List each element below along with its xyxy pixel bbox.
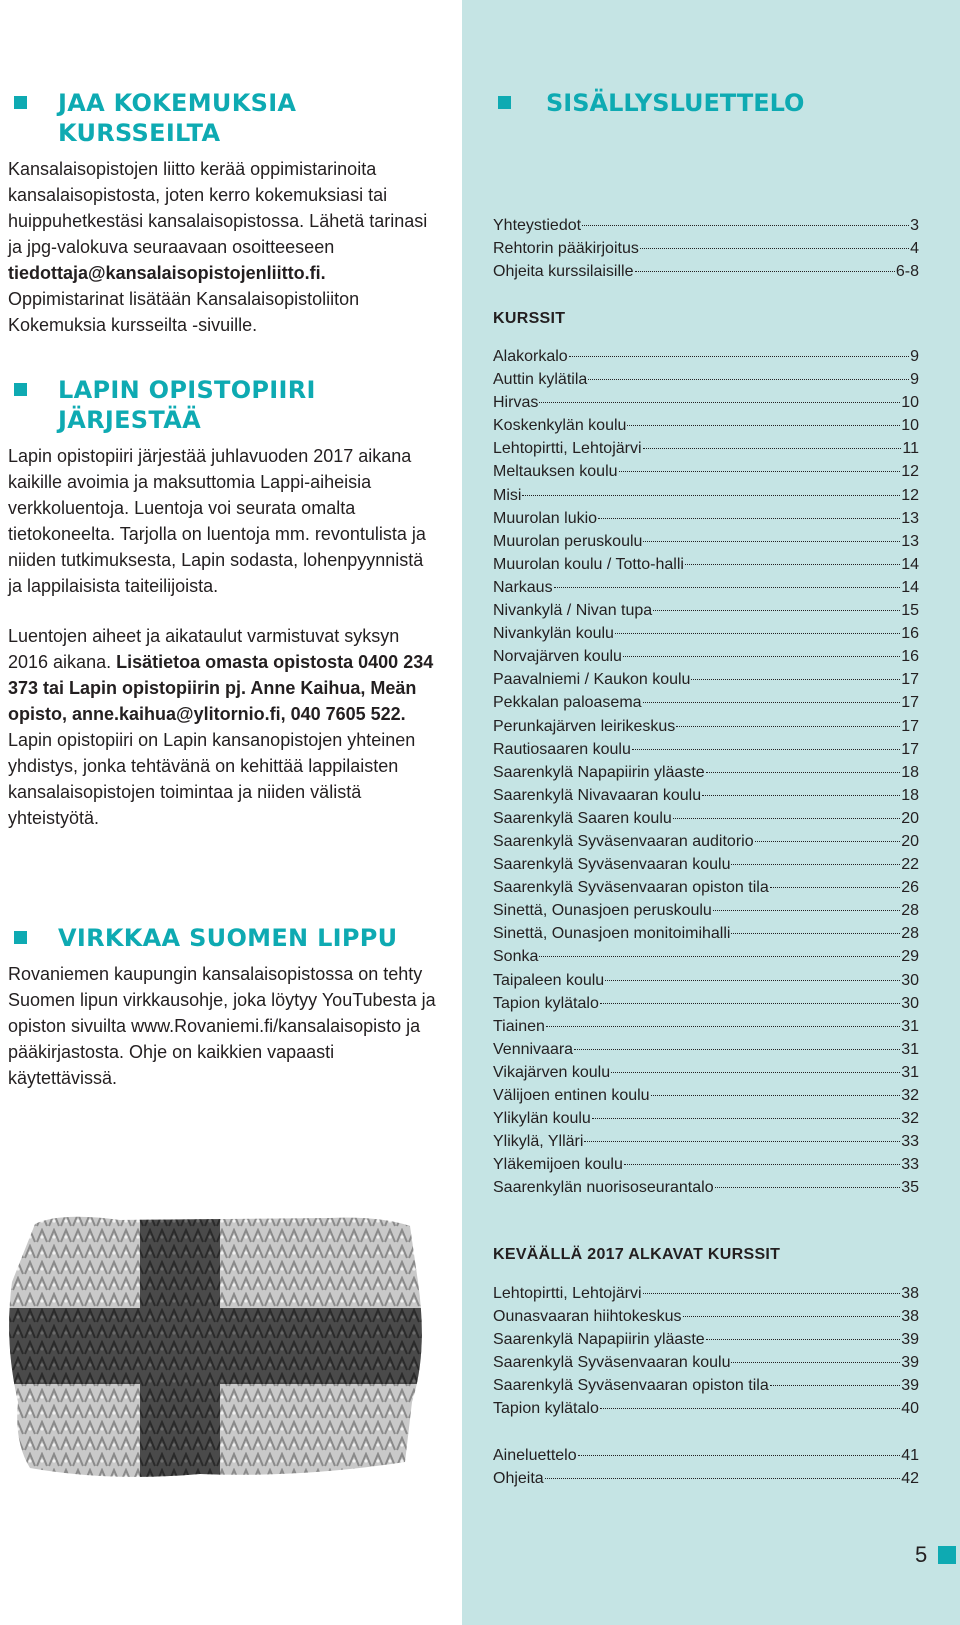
toc-entry (493, 922, 919, 945)
toc-entry-label: Alakorkalo (493, 348, 568, 365)
toc-entry (493, 437, 919, 460)
toc-entry-label: Saarenkylä Saaren koulu (493, 809, 672, 827)
toc-dot-leader (539, 402, 900, 403)
toc-dot-leader (539, 956, 900, 957)
email-address: tiedottaja@kansalaisopistojenliitto.fi. (8, 263, 326, 283)
toc-dot-leader (578, 1455, 901, 1456)
toc-entry-page: 20 (901, 832, 919, 850)
toc-entry-label: Ounasvaaran hiihtokeskus (493, 1308, 682, 1326)
toc-entry-page: 41 (901, 1447, 919, 1464)
paragraph: Lapin opistopiiri järjestää juhlavuoden 2017 aikana kaikille avoimia ja maksuttomia Lappi-aiheisia verkkoluentoja. Luentoja voi seurata omalta tietokoneelta. Tarjolla on luentoja mm. revontulista ja niiden tutkimuksesta, Lapin sodasta, lohenpyynnistä ja lappilaisista taiteilijoista. (8, 446, 426, 596)
toc-entry-page: 31 (901, 1063, 919, 1081)
toc-entry (493, 1351, 919, 1374)
toc-dot-leader (731, 864, 900, 865)
toc-entry-label: Saarenkylä Syväsenvaaran koulu (493, 1354, 731, 1372)
toc-entry (493, 391, 919, 414)
toc-entry (493, 668, 919, 691)
toc-dot-leader (706, 1339, 901, 1340)
toc-entry (493, 807, 919, 830)
toc-entry-page: 16 (901, 625, 919, 643)
toc-dot-leader (715, 1187, 901, 1188)
toc-entry-page: 28 (901, 902, 919, 920)
toc-entry (493, 1084, 919, 1107)
text: Oppimistarinat lisätään Kansalaisopistoliiton Kokemuksia kursseilta -sivuille. (8, 289, 360, 335)
toc-entry (493, 484, 919, 507)
toc-entry (493, 599, 919, 622)
toc-entry-label: Saarenkylä Napapiirin yläaste (493, 1331, 705, 1349)
toc-entry-page: 30 (901, 994, 919, 1012)
toc-entry (493, 260, 919, 283)
toc-entry-page: 33 (901, 1156, 919, 1174)
toc-dot-leader (588, 379, 909, 380)
toc-entry-page: 20 (901, 809, 919, 827)
toc-entry-label: Ohjeita (493, 1470, 544, 1488)
paragraph (8, 156, 438, 338)
toc-entry (493, 1153, 919, 1176)
toc-dot-leader (605, 980, 900, 981)
toc-dot-leader (592, 1118, 900, 1119)
toc-entry-page: 9 (910, 348, 919, 365)
toc-entry (493, 460, 919, 483)
toc-entry-label: Saarenkylä Nivavaaran koulu (493, 786, 702, 804)
toc-entry-label: Muurolan lukio (493, 509, 598, 527)
toc-entry (493, 876, 919, 899)
toc-entry (493, 214, 919, 237)
toc-entry-page: 13 (901, 532, 919, 550)
toc-dot-leader (676, 726, 900, 727)
toc-entry (493, 553, 919, 576)
toc-dot-leader (643, 541, 900, 542)
toc-entry-label: Paavalniemi / Kaukon koulu (493, 671, 691, 689)
toc-entry-label: Saarenkylä Syväsenvaaran auditorio (493, 832, 754, 850)
toc-entry (493, 830, 919, 853)
toc-entry-label: Sinettä, Ounasjoen monitoimihalli (493, 925, 731, 943)
toc-entry (493, 507, 919, 530)
toc-entry-label: Rehtorin pääkirjoitus (493, 240, 639, 258)
toc-dot-leader (643, 1293, 901, 1294)
toc-dot-leader (651, 1095, 901, 1096)
toc-dot-leader (623, 656, 900, 657)
toc-entry-page: 17 (901, 671, 919, 689)
toc-entry (493, 969, 919, 992)
toc-entry (493, 853, 919, 876)
toc-dot-leader (702, 795, 900, 796)
toc-dot-leader (546, 1026, 900, 1027)
toc-dot-leader (635, 271, 895, 272)
toc-entry-label: Sinettä, Ounasjoen peruskoulu (493, 902, 712, 920)
toc-entry-label: Ylikylän koulu (493, 1110, 591, 1128)
toc-entry-page: 13 (901, 509, 919, 527)
toc-entry (493, 368, 919, 391)
toc-entry-page: 32 (901, 1087, 919, 1104)
toc-entry (493, 622, 919, 645)
toc-dot-leader (600, 1003, 900, 1004)
toc-entry-label: Saarenkylä Syväsenvaaran opiston tila (493, 879, 769, 897)
toc-entry-page: 16 (901, 648, 919, 666)
toc-dot-leader (770, 1385, 900, 1386)
toc-entry-page: 35 (901, 1179, 919, 1197)
toc-entry-page: 4 (910, 240, 919, 258)
toc-dot-leader (653, 610, 900, 611)
toc-dot-leader (755, 841, 901, 842)
toc-dot-leader (582, 225, 909, 226)
section-heading: JAA KOKEMUKSIA KURSSEILTA (58, 89, 297, 147)
toc-entry-page: 10 (901, 394, 919, 412)
toc-entry-label: Perunkajärven leirikeskus (493, 717, 676, 735)
toc-entry-page: 6-8 (895, 263, 919, 281)
toc-entry (493, 691, 919, 714)
toc-dot-leader (569, 356, 909, 357)
toc-entry (493, 761, 919, 784)
toc-entry-page: 40 (901, 1400, 919, 1418)
section-bullet-square (14, 96, 27, 109)
toc-entry-label: Misi (493, 486, 522, 504)
toc-dot-leader (770, 887, 900, 888)
toc-dot-leader (554, 587, 901, 588)
toc-entry (493, 1038, 919, 1061)
toc-entry-page: 38 (901, 1285, 919, 1302)
toc-dot-leader (545, 1478, 901, 1479)
toc-entry-label: Muurolan peruskoulu (493, 532, 643, 550)
toc-intro-list (493, 214, 919, 283)
toc-entry-label: Lehtopirtti, Lehtojärvi (493, 440, 642, 458)
section-bullet-square (14, 931, 27, 944)
toc-entry-page: 15 (901, 602, 919, 620)
toc-dot-leader (584, 1141, 900, 1142)
toc-dot-leader (522, 495, 900, 496)
toc-dot-leader (615, 633, 900, 634)
toc-entry-label: Saarenkylä Napapiirin yläaste (493, 763, 705, 781)
toc-entry-page: 11 (902, 440, 919, 458)
toc-entry (493, 345, 919, 368)
toc-entry-page: 26 (901, 879, 919, 897)
toc-entry-page: 17 (901, 740, 919, 758)
spring-courses-heading: KEVÄÄLLÄ 2017 ALKAVAT KURSSIT (493, 1246, 781, 1263)
toc-entry-page: 18 (901, 786, 919, 804)
toc-entry (493, 1305, 919, 1328)
text: Luentojen aiheet ja aikataulut varmistuvat syksyn 2016 aikana. (8, 626, 400, 672)
section-heading: VIRKKAA SUOMEN LIPPU (58, 924, 398, 952)
toc-dot-leader (713, 910, 900, 911)
toc-entry-label: Tapion kylätalo (493, 1400, 599, 1418)
toc-dot-leader (600, 1408, 900, 1409)
toc-dot-leader (643, 702, 901, 703)
toc-dot-leader (598, 518, 900, 519)
text: Kansalaisopistojen liitto kerää oppimistarinoita kansalaisopistosta, joten kerro kokemuksiasi tai huippuhetkestäsi kansalaisopistossa. Lähetä tarinasi ja jpg-valokuva seuraavaan osoitteeseen (8, 159, 428, 257)
toc-entry (493, 576, 919, 599)
toc-entry-page: 14 (901, 578, 919, 596)
toc-entry (493, 1107, 919, 1130)
toc-entry-page: 31 (901, 1040, 919, 1058)
toc-entry-page: 30 (901, 971, 919, 989)
toc-entry (493, 414, 919, 437)
toc-entry-label: Yhteystiedot (493, 217, 582, 234)
toc-entry-page: 10 (901, 417, 919, 435)
section-body (8, 156, 438, 338)
toc-entry (493, 1061, 919, 1084)
toc-entry-label: Tapion kylätalo (493, 994, 599, 1012)
toc-dot-leader (627, 425, 900, 426)
toc-entry-label: Saarenkylän nuorisoseurantalo (493, 1179, 714, 1197)
toc-dot-leader (673, 818, 900, 819)
page-number-square (938, 1546, 956, 1564)
contact-info: Lisätietoa omasta opistosta 0400 234 373 tai Lapin opistopiirin pj. Anne Kaihua, Meän opisto, anne.kaihua@ylitornio.fi, 040 7605 522. (8, 652, 434, 724)
toc-entry-label: Välijoen entinen koulu (493, 1087, 650, 1104)
toc-entry-page: 39 (901, 1377, 919, 1395)
toc-bullet-square (498, 96, 511, 109)
toc-entry-label: Vikajärven koulu (493, 1063, 611, 1081)
toc-entry (493, 1176, 919, 1199)
toc-entry-label: Muurolan koulu / Totto-halli (493, 555, 684, 573)
toc-dot-leader (611, 1072, 900, 1073)
toc-entry (493, 645, 919, 668)
toc-dot-leader (731, 1362, 900, 1363)
toc-entry-label: Nivankylän koulu (493, 625, 614, 643)
toc-entry-label: Hirvas (493, 394, 539, 412)
toc-entry (493, 1282, 919, 1305)
toc-entry-page: 42 (901, 1470, 919, 1488)
toc-dot-leader (643, 448, 902, 449)
section-body (8, 961, 438, 1091)
toc-entry (493, 945, 919, 968)
toc-entry (493, 1374, 919, 1397)
toc-entry-page: 29 (901, 948, 919, 966)
courses-heading: KURSSIT (493, 310, 566, 327)
toc-entry-page: 22 (901, 856, 919, 874)
toc-entry (493, 1328, 919, 1351)
toc-dot-leader (691, 679, 900, 680)
toc-entry-page: 12 (901, 463, 919, 481)
toc-entry-page: 31 (901, 1017, 919, 1035)
toc-entry-label: Vennivaara (493, 1040, 574, 1058)
toc-entry-label: Auttin kylätila (493, 371, 588, 389)
toc-entry-page: 28 (901, 925, 919, 943)
toc-entry-label: Lehtopirtti, Lehtojärvi (493, 1285, 642, 1302)
toc-dot-leader (574, 1049, 900, 1050)
toc-entry-page: 17 (901, 694, 919, 712)
toc-dot-leader (683, 1316, 901, 1317)
section-heading: LAPIN OPISTOPIIRI JÄRJESTÄÄ (58, 376, 316, 434)
toc-entry (493, 1467, 919, 1490)
toc-entry-page: 18 (901, 763, 919, 781)
toc-entry (493, 784, 919, 807)
toc-entry (493, 530, 919, 553)
toc-entry-page: 39 (901, 1331, 919, 1349)
crocheted-flag-image (0, 1212, 440, 1484)
toc-end-list (493, 1444, 919, 1490)
toc-entry (493, 1397, 919, 1420)
left-column (0, 0, 462, 1625)
toc-entry-label: Ylikylä, Ylläri (493, 1133, 584, 1151)
toc-entry-page: 9 (910, 371, 919, 389)
toc-entry-label: Nivankylä / Nivan tupa (493, 602, 653, 620)
toc-entry (493, 1130, 919, 1153)
toc-entry-page: 33 (901, 1133, 919, 1151)
toc-entry-label: Aineluettelo (493, 1447, 577, 1464)
toc-entry-label: Tiainen (493, 1017, 545, 1035)
section-body (8, 443, 438, 831)
toc-entry (493, 899, 919, 922)
toc-entry-page: 38 (901, 1308, 919, 1326)
toc-spring-list (493, 1282, 919, 1421)
toc-entry-label: Yläkemijoen koulu (493, 1156, 623, 1174)
toc-dot-leader (640, 248, 909, 249)
toc-entry-label: Saarenkylä Syväsenvaaran opiston tila (493, 1377, 769, 1395)
toc-entry-page: 3 (910, 217, 919, 234)
toc-dot-leader (685, 564, 900, 565)
toc-entry (493, 1444, 919, 1467)
toc-entry-page: 14 (901, 555, 919, 573)
toc-entry-label: Rautiosaaren koulu (493, 740, 631, 758)
toc-entry-page: 12 (901, 486, 919, 504)
page-number: 5 (915, 1542, 928, 1567)
toc-dot-leader (619, 471, 901, 472)
toc-entry-label: Ohjeita kurssilaisille (493, 263, 634, 281)
toc-entry-label: Pekkalan paloasema (493, 694, 642, 712)
toc-entry-page: 32 (901, 1110, 919, 1128)
toc-dot-leader (624, 1164, 900, 1165)
text: Lapin opistopiiri on Lapin kansanopistojen yhteinen yhdistys, jonka tehtävänä on kehittää lappilaisten kansalaisopistojen toimintaa ja niiden välistä yhteistyötä. (8, 730, 416, 828)
toc-entry (493, 992, 919, 1015)
toc-entry-label: Taipaleen koulu (493, 971, 605, 989)
toc-dot-leader (731, 933, 900, 934)
toc-entry-label: Saarenkylä Syväsenvaaran koulu (493, 856, 731, 874)
toc-entry-label: Sonka (493, 948, 539, 966)
toc-entry (493, 237, 919, 260)
paragraph (8, 623, 438, 831)
toc-courses-list (493, 345, 919, 1199)
toc-entry-page: 17 (901, 717, 919, 735)
toc-entry (493, 1015, 919, 1038)
toc-entry-label: Norvajärven koulu (493, 648, 622, 666)
toc-dot-leader (632, 749, 900, 750)
toc-entry-label: Narkaus (493, 578, 553, 596)
toc-entry (493, 715, 919, 738)
toc-entry (493, 738, 919, 761)
toc-entry-label: Koskenkylän koulu (493, 417, 627, 435)
toc-entry-label: Meltauksen koulu (493, 463, 618, 481)
toc-title: SISÄLLYSLUETTELO (546, 89, 805, 117)
toc-entry-page: 39 (901, 1354, 919, 1372)
section-bullet-square (14, 383, 27, 396)
toc-dot-leader (706, 772, 901, 773)
paragraph: Rovaniemen kaupungin kansalaisopistossa on tehty Suomen lipun virkkausohje, joka löytyy YouTubesta ja opiston sivuilta www.Rovaniemi.fi/kansalaisopisto ja pääkirjastosta. Ohje on kaikkien vapaasti käytettävissä. (8, 964, 436, 1088)
